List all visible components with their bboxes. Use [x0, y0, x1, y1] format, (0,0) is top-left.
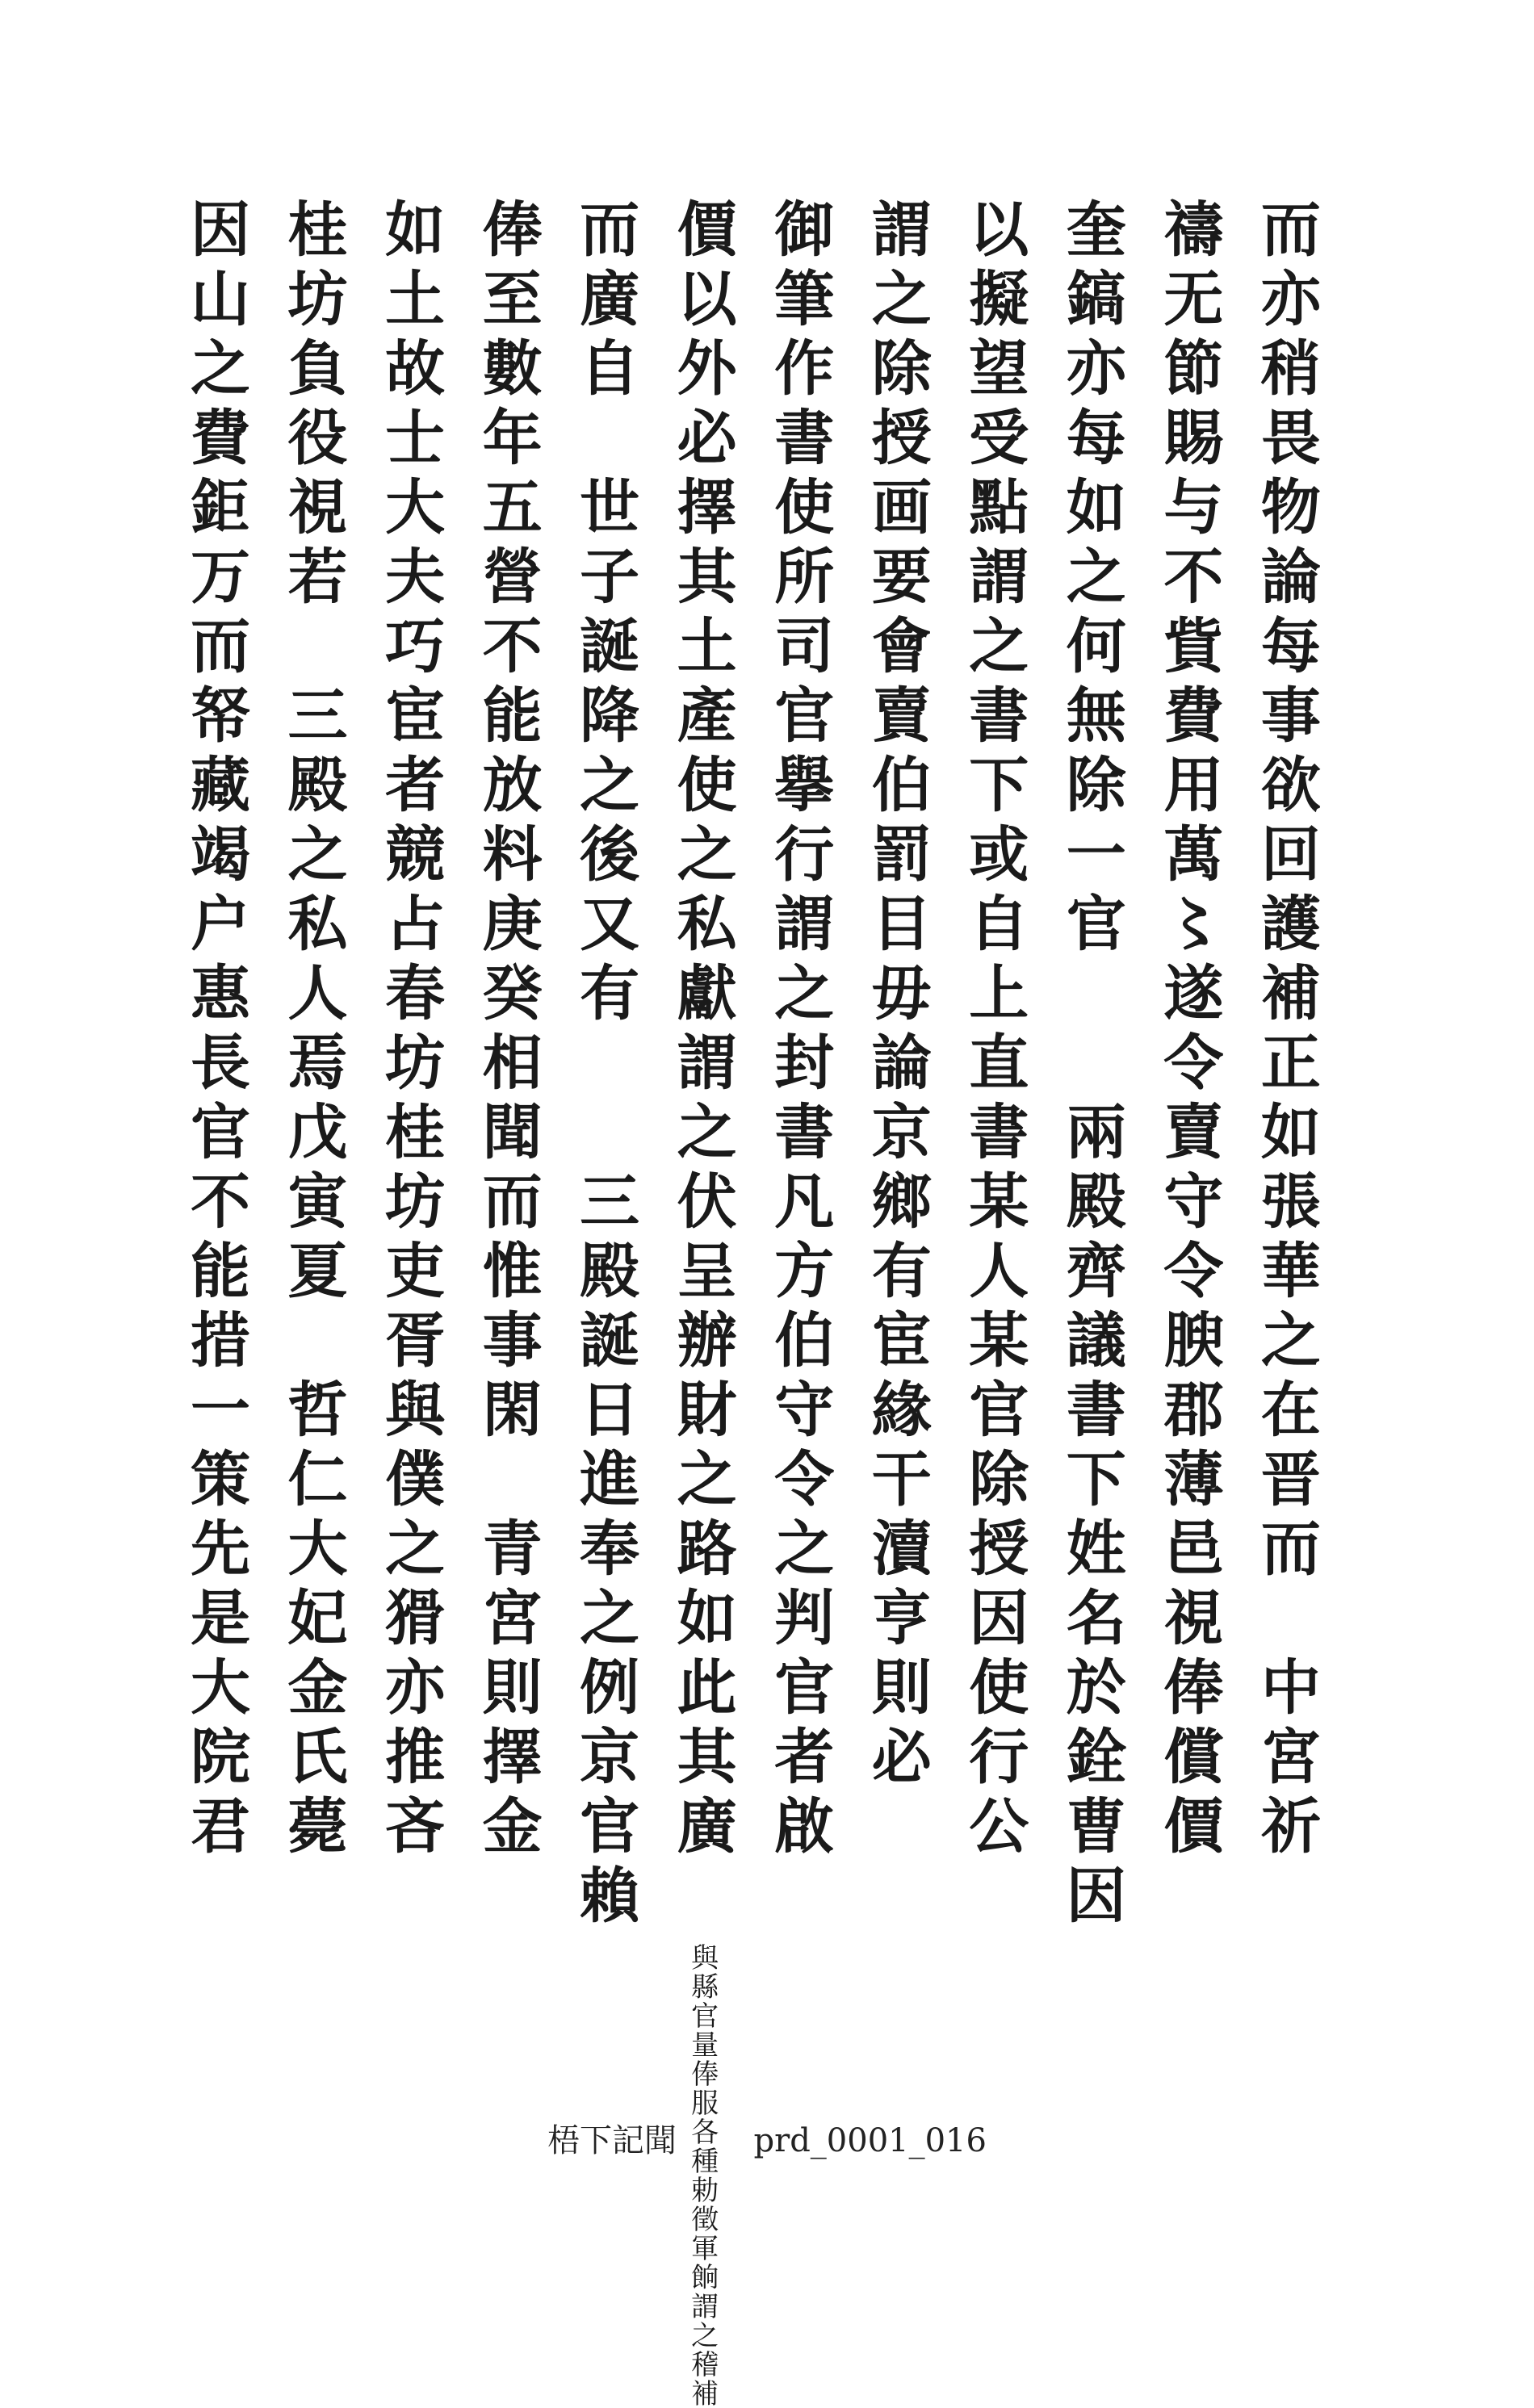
text-column-9	[472, 198, 543, 1941]
column-text: 俸至數年五營不能放料庚癸相聞而惟事閑 青宮則擇金	[472, 198, 543, 1864]
text-column-11	[278, 198, 348, 1941]
column-text: 而亦稍畏物論每事欲回護補正如張華之在晋而 中宮祈	[1251, 198, 1321, 1864]
column-text: 御筆作書使所司官擧行謂之封書凡方伯守令之判官者啟	[765, 198, 835, 1864]
column-text: 因山之費鉅万而帑藏竭户惠長官不能措一策先是大院君	[181, 198, 250, 1864]
page-identifier: prd_0001_016	[753, 2122, 987, 2159]
text-column-1	[1251, 198, 1321, 1941]
column-text: 如土故士大夫巧宦者競占春坊桂坊吏胥與僕之猾亦推吝	[375, 198, 446, 1864]
column-text: 奎鎬亦每如之何無除一官 兩殿齊議書下姓名於銓曹因	[1056, 198, 1126, 1933]
page-footer	[0, 2115, 1534, 2161]
text-column-6	[765, 198, 835, 1941]
text-column-8	[570, 198, 640, 1941]
column-text: 禱无節賜与不貲費用萬〻遂令賣守令腴郡薄邑視俸償價	[1154, 198, 1224, 1864]
text-column-3	[1056, 198, 1126, 1941]
column-text: 謂之除授画要會賣伯罰目毋論京鄉有宦緣干瀆亨則必	[861, 198, 932, 1794]
text-column-10	[375, 198, 446, 1941]
column-text: 桂坊負役視若 三殿之私人焉戊寅夏 哲仁大妃金氏薨	[278, 198, 348, 1864]
interlinear-note: 與縣官量俸服各種勅徵軍餉謂之稽補	[685, 1943, 719, 2408]
text-column-7	[667, 198, 737, 2408]
book-title: 梧下記聞	[547, 2122, 677, 2159]
column-text: 價以外必擇其土產使之私獻謂之伏呈辦財之路如此其廣	[667, 198, 737, 1864]
text-column-12	[181, 198, 250, 1941]
text-column-5	[861, 198, 932, 1941]
column-text: 而廣自 世子誕降之後又有 三殿誕日進奉之例京官賴	[570, 198, 640, 1933]
column-text: 以擬望受點謂之書下或自上直書某人某官除授因使行公	[959, 198, 1029, 1864]
text-column-4	[959, 198, 1029, 1941]
text-column-2	[1154, 198, 1224, 1941]
